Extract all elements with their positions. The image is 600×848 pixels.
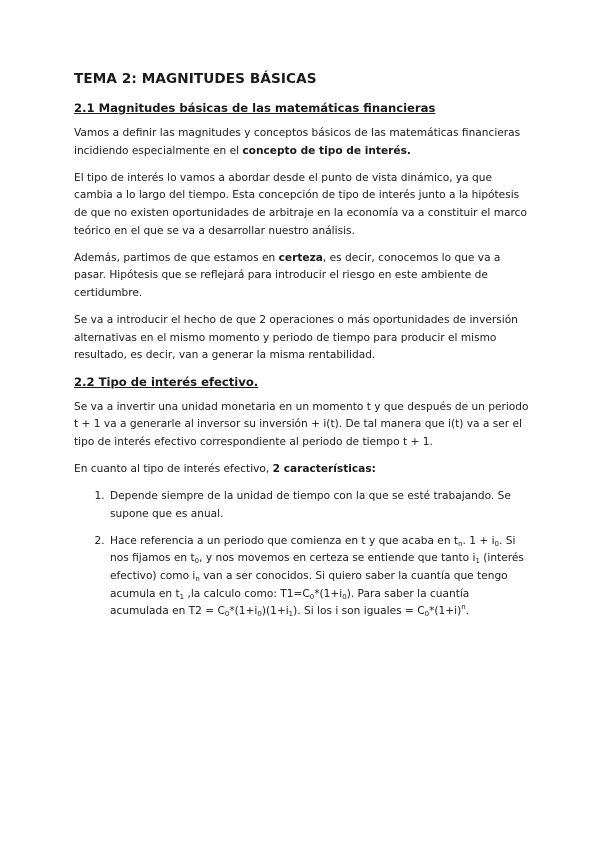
page-title: TEMA 2: MAGNITUDES BÁSICAS — [74, 71, 317, 87]
paragraph-text: En cuanto al tipo de interés efectivo, — [74, 462, 273, 475]
list-item: 1. Depende siempre de la unidad de tiempo con la que se esté trabajando. Se supone que es anual. — [108, 488, 530, 523]
paragraph — [74, 461, 530, 479]
section-heading-2-1: 2.1 Magnitudes básicas de las matemáticas financieras — [74, 101, 436, 115]
section-heading-2-2: 2.2 Tipo de interés efectivo. — [74, 374, 259, 389]
paragraph: El tipo de interés lo vamos a abordar desde el punto de vista dinámico, ya que cambia a lo largo del tiempo. Esta concepción de tipo de interés junto a la hipótesis de que no existen oportunidades de arbitraje en la economía va a constituir el marco teórico en el que se va a desarrollar nuestro análisis. — [74, 171, 527, 237]
paragraph — [74, 250, 530, 303]
paragraph-text: Vamos a definir las magnitudes y conceptos básicos de las matemáticas financieras incidiendo especialmente en el — [74, 127, 521, 157]
characteristics-list — [74, 488, 530, 621]
paragraph: Se va a invertir una unidad monetaria en un momento t y que después de un periodo t + 1 va a generarle al inversor su inversión + i(t). De tal manera que i(t) va a ser el tipo de interés efectivo correspondiente al periodo de tiempo t + 1. — [74, 400, 529, 448]
paragraph — [74, 125, 530, 160]
document-page — [74, 71, 530, 630]
bold-text: concepto de tipo de interés. — [242, 144, 411, 157]
bold-text: 2 características: — [272, 462, 376, 475]
paragraph: Se va a introducir el hecho de que 2 operaciones o más oportunidades de inversión alternativas en el mismo momento y periodo de tiempo para producir el mismo resultado, es decir, van a generar la misma rentabilidad. — [74, 314, 518, 362]
list-item: 2. Hace referencia a un periodo que comienza en t y que acaba en $t_n$. $1 + i_0$. Si nos fijamos en $t_0$, y nos movemos en certeza se entiende que tanto $i_1$ (interés efectivo) como $i_n$ van a ser conocidos. Si quiero saber la cuantía que tengo acumula en $t_1$ ,la calculo como: $T1=C_0*(1+i_0)$. Para saber la cuantía acumulada en $T2 = C_0*(1+i_0)(1+i_1)$. Si los i son iguales = $C_0*(1+i)^n$. — [108, 533, 530, 621]
paragraph-text: , es decir, conocemos lo que va a pasar. Hipótesis que se reflejará para introducir el riesgo en este ambiente de certidumbre. — [74, 251, 501, 299]
paragraph-text: Además, partimos de que estamos en — [74, 251, 279, 264]
bold-text: certeza — [278, 251, 323, 264]
